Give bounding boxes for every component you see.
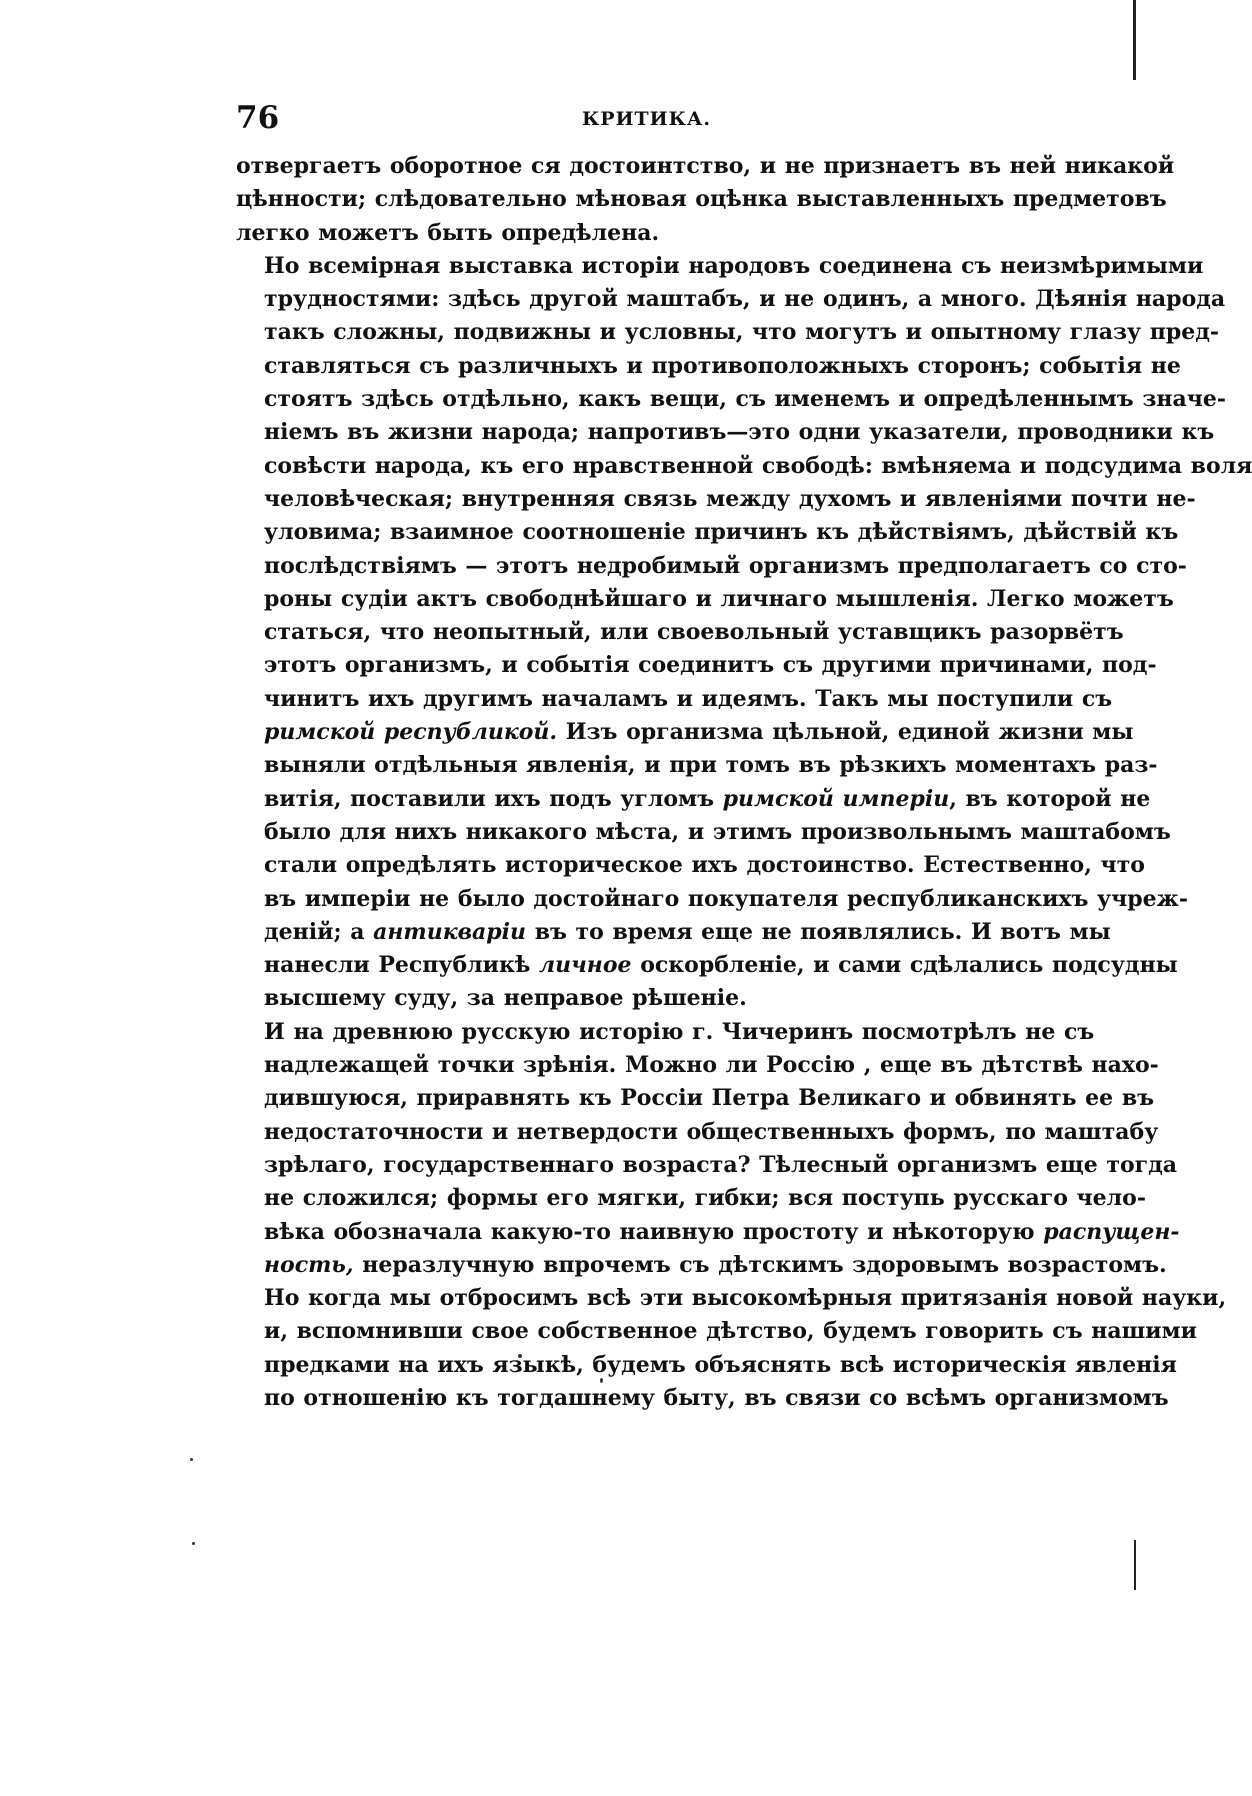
paragraph	[236, 1016, 1227, 1416]
text-line: чинитъ ихъ другимъ началамъ и идеямъ. Такъ мы поступили съ	[264, 685, 1113, 712]
text-line: надлежащей точки зрѣнія. Можно ли Россію , еще въ дѣтствѣ нахо-	[264, 1052, 1159, 1079]
text-line: высшему суду, за неправое рѣшеніе.	[264, 985, 747, 1012]
text-line: предками на ихъ языкѣ, будемъ объяснять всѣ историческія явленія	[264, 1351, 1177, 1378]
text-line: не сложился; формы его мягки, гибки; вся поступь русскаго чело-	[264, 1185, 1146, 1212]
text-line: нанесли Республикѣ личное оскорбленіе, и сами сдѣлались подсудны	[264, 952, 1178, 979]
text-line: деній; а антикваріи въ то время еще не появлялись. И вотъ мы	[264, 918, 1111, 945]
text-line: стоятъ здѣсь отдѣльно, какъ вещи, съ именемъ и опредѣленнымъ значе-	[264, 386, 1226, 413]
scan-speck	[192, 1542, 195, 1545]
text-line: такъ сложны, подвижны и условны, что могутъ и опытному глазу пред-	[264, 319, 1220, 346]
text-line: уловима; взаимное соотношеніе причинъ къ дѣйствіямъ, дѣйствій къ	[264, 519, 1179, 546]
scan-edge-mark	[1133, 0, 1136, 80]
text-line: совѣсти народа, къ его нравственной свободѣ: вмѣняема и подсудима воля	[264, 452, 1252, 479]
running-title: КРИТИКА.	[582, 108, 711, 130]
text-line: ставляться съ различныхъ и противоположныхъ сторонъ; событія не	[264, 352, 1181, 379]
text-line: этотъ организмъ, и событія соединитъ съ другими причинами, под-	[264, 652, 1157, 679]
text-line: выняли отдѣльныя явленія, и при томъ въ рѣзкихъ моментахъ раз-	[264, 752, 1158, 779]
book-page	[236, 94, 1252, 1415]
text-line: зрѣлаго, государственнаго возраста? Тѣлесный организмъ еще тогда	[264, 1151, 1178, 1178]
paragraph	[236, 150, 1175, 250]
text-line: статься, что неопытный, или своевольный уставщикъ разорвётъ	[264, 619, 1124, 646]
text-line: И на древнюю русскую исторію г. Чичеринъ посмотрѣлъ не съ	[264, 1018, 1095, 1045]
text-line: трудностями: здѣсь другой маштабъ, и не одинъ, а много. Дѣянія народа	[264, 286, 1226, 313]
page-number: 76	[236, 100, 280, 136]
text-line: Но когда мы отбросимъ всѣ эти высокомѣрныя притязанія новой науки,	[264, 1285, 1227, 1312]
text-line: недостаточности и нетвердости общественныхъ формъ, по маштабу	[264, 1118, 1159, 1145]
text-line: витія, поставили ихъ подъ угломъ римской имперіи, въ которой не	[264, 785, 1151, 812]
text-line: по отношенію къ тогдашнему быту, въ связи со всѣмъ организмомъ	[264, 1384, 1169, 1411]
body-text	[236, 150, 1252, 1415]
text-line: вѣка обозначала какую-то наивную простоту и нѣкоторую распущен-	[264, 1218, 1180, 1245]
text-line: цѣнности; слѣдовательно мѣновая оцѣнка выставленныхъ предметовъ	[236, 186, 1167, 213]
text-line: дившуюся, приравнять къ Россіи Петра Великаго и обвинять ее въ	[264, 1085, 1154, 1112]
text-line: въ имперіи не было достойнаго покупателя республиканскихъ учреж-	[264, 885, 1188, 912]
text-line: было для нихъ никакого мѣста, и этимъ произвольнымъ маштабомъ	[264, 818, 1171, 845]
text-line: отвергаетъ оборотное ся достоинтство, и не признаетъ въ ней никакой	[236, 153, 1175, 179]
paragraph	[236, 250, 1252, 1016]
text-line: послѣдствіямъ — этотъ недробимый организмъ предполагаетъ со сто-	[264, 552, 1187, 579]
scan-speck	[190, 1458, 193, 1461]
running-head	[236, 94, 1036, 150]
text-line: ность, неразлучную впрочемъ съ дѣтскимъ здоровымъ возрастомъ.	[264, 1251, 1167, 1278]
text-line: и, вспомнивши свое собственное дѣтство, будемъ говорить съ нашими	[264, 1318, 1197, 1345]
text-line: человѣческая; внутренняя связь между духомъ и явленіями почти не-	[264, 485, 1196, 512]
text-line: легко можетъ быть опредѣлена.	[236, 219, 660, 246]
text-line: роны судіи актъ свободнѣйшаго и личнаго мышленія. Легко можетъ	[264, 585, 1174, 612]
text-line: ніемъ въ жизни народа; напротивъ—это одни указатели, проводники къ	[264, 419, 1215, 446]
text-line: Но всемірная выставка исторіи народовъ соединена съ неизмѣримыми	[264, 252, 1204, 279]
scan-edge-mark	[1134, 1540, 1136, 1590]
text-line: римской республикой. Изъ организма цѣльной, единой жизни мы	[264, 719, 1134, 746]
text-line: стали опредѣлять историческое ихъ достоинство. Естественно, что	[264, 852, 1145, 879]
